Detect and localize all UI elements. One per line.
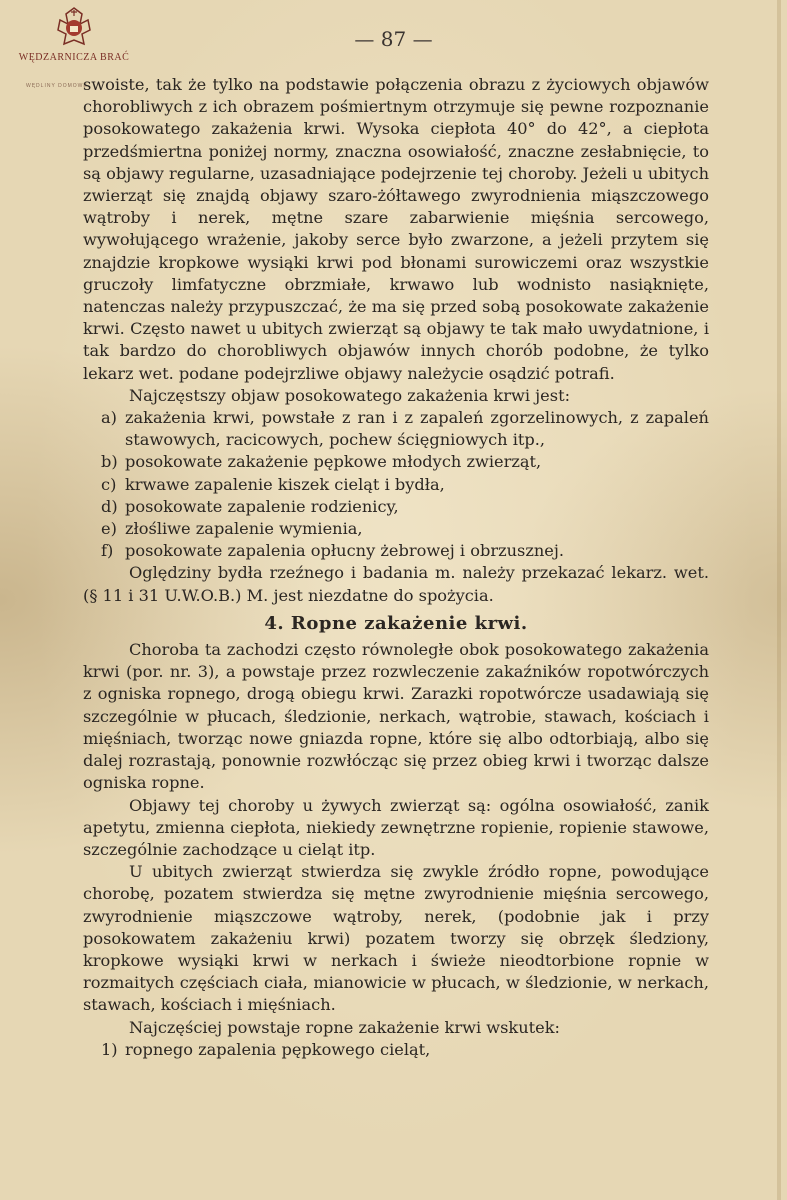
list-item bbox=[83, 1039, 709, 1061]
cause-list bbox=[83, 1039, 709, 1061]
list-item bbox=[83, 496, 709, 518]
list-item-text: posokowate zapalenie rodzienicy, bbox=[125, 496, 399, 516]
list-item-text: ropnego zapalenia pępkowego cieląt, bbox=[125, 1039, 431, 1059]
list-item bbox=[83, 474, 709, 496]
page-edge-shadow bbox=[777, 0, 781, 1200]
list-item-label: e) bbox=[101, 519, 117, 539]
list-item bbox=[83, 518, 709, 540]
list-item-label: c) bbox=[101, 474, 117, 494]
logo-subtitle: WĘDLINY DOMOWE bbox=[26, 83, 88, 89]
list-item-label: a) bbox=[101, 408, 117, 428]
list-item-text: krwawe zapalenie kiszek cieląt i bydła, bbox=[125, 474, 445, 494]
paragraph-section-4: Najczęściej powstaje ropne zakażenie krwi wskutek: bbox=[129, 1017, 561, 1037]
paragraph-section-1: Choroba ta zachodzi często równoległe obok posokowatego zakażenia krwi (por. nr. 3), a powstaje przez rozwleczenie zakaźników ropotwórczych z ogniska ropnego, drogą obiegu krwi. Zarazki ropotwórcze usadawiają się szczególnie w płucach, śledzionie, nerkach, wątrobie, stawach, kościach i mięśniach, tworząc nowe gniazda ropne, które się albo odtorbiają, albo się dalej rozrastają, ponownie rozwłócząc się przez obieg krwi i tworząc dalsze ogniska ropne. bbox=[83, 640, 709, 793]
list-item-label: b) bbox=[101, 452, 118, 472]
list-item bbox=[83, 451, 709, 473]
page-number: — 87 — bbox=[354, 27, 433, 51]
list-item-text: posokowate zakażenie pępkowe młodych zwierząt, bbox=[125, 452, 542, 472]
symptom-list bbox=[83, 407, 709, 562]
list-item bbox=[83, 540, 709, 562]
paragraph-inspection: Oględziny bydła rzeźnego i badania m. należy przekazać lekarz. wet. (§ 11 i 31 U.W.O.B.) M. jest niezdatne do spożycia. bbox=[83, 563, 709, 605]
page-content bbox=[83, 74, 709, 1061]
list-item-text: zakażenia krwi, powstałe z ran i z zapaleń zgorzelinowych, z zapaleń stawowych, racicowych, pochew ścięgniowych itp., bbox=[125, 408, 709, 450]
paragraph-section-3: U ubitych zwierząt stwierdza się zwykle źródło ropne, powodujące chorobę, pozatem stwierdza się mętne zwyrodnienie mięśnia sercowego, zwyrodnienie miąszczowe wątroby, nerek, (podobnie jak i przy posokowatem zakażeniu krwi) pozatem tworzy się obrzęk śledziony, kropkowe wysiąki krwi w nerkach i świeże nieodtorbione ropnie w rozmaitych częściach ciała, mianowicie w płucach, w śledzionie, w nerkach, stawach, kościach i mięśniach. bbox=[83, 862, 709, 1015]
list-item-label: 1) bbox=[101, 1039, 118, 1059]
list-item-text: posokowate zapalenia opłucny żebrowej i obrzusznej. bbox=[125, 541, 565, 561]
list-item-text: złośliwe zapalenie wymienia, bbox=[125, 519, 363, 539]
list-item-label: f) bbox=[101, 541, 114, 561]
section-heading: 4. Ropne zakażenie krwi. bbox=[264, 612, 528, 634]
list-item-label: d) bbox=[101, 496, 118, 516]
paragraph-list-intro: Najczęstszy objaw posokowatego zakażenia krwi jest: bbox=[129, 385, 571, 405]
paragraph-section-2: Objawy tej choroby u żywych zwierząt są: ogólna osowiałość, zanik apetytu, zmienna ciepłota, niekiedy zewnętrzne ropienie, ropienie stawowe, szczególnie zachodzące u cieląt itp. bbox=[83, 795, 709, 859]
logo-name: WĘDZARNICZA BRAĆ bbox=[18, 52, 130, 63]
list-item bbox=[83, 407, 709, 451]
paragraph-continuation: swoiste, tak że tylko na podstawie połączenia obrazu z życiowych objawów chorobliwych z ich obrazem pośmiertnym otrzymuje się pewne rozpoznanie posokowatego zakażenia krwi. Wysoka ciepłota 40° do 42°, a ciepłota przedśmiertna poniżej normy, znaczna osowiałość, znaczne zesłabnięcie, to są objawy regularne, uzasadniające podejrzenie tej choroby. Jeżeli u ubitych zwierząt się znajdą objawy szaro-żółtawego zwyrodnienia miąszczowego wątroby i nerek, mętne szare zabarwienie mięśnia sercowego, wywołującego wrażenie, jakoby serce było zwarzone, a jeżeli przytem się znajdzie kropkowe wysiąki krwi pod błonami surowiczemi oraz wszystkie gruczoły limfatyczne obrzmiałe, krwawo lub wodnisto nasiąknięte, natenczas należy przypuszczać, że ma się przed sobą posokowate zakażenie krwi. Często nawet u ubitych zwierząt są objawy te tak mało uwydatnione, i tak bardzo do chorobliwych objawów innych chorób podobne, że tylko lekarz wet. podane podejrzliwe objawy należycie osądzić potrafi. bbox=[83, 75, 709, 383]
